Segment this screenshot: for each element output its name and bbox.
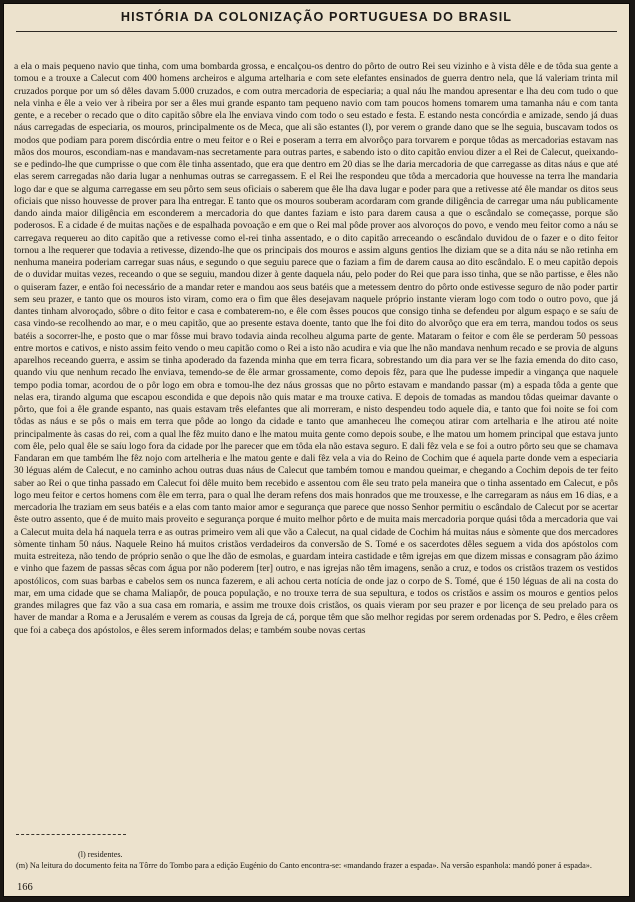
- book-page: [3, 3, 630, 897]
- header-rule: [16, 31, 617, 32]
- footnotes: [16, 850, 616, 871]
- running-title: HISTÓRIA DA COLONIZAÇÃO PORTUGUESA DO BRASIL: [120, 10, 513, 24]
- footnote-l: (l) residentes.: [78, 850, 123, 859]
- body-text: a ela o mais pequeno navio que tinha, com uma bombarda grossa, e encalçou-os dentro do pôrto de outro Rei seu vizinho e à vista dêle e de tôda sua gente a tomou e a trouxe a Calecut com 400 homens archeiros e alguma artelharia e com sete elefantes ensinados de guerra dentro nela, que lá valeriam trinta mil cruzados porque por um só dêles davam 5.000 cruzados, e com outra mercadoria de especiaria; a qual náu lhe mandou apresentar e lha deu com tudo o que nela vinha e êle a veio ver à ribeira por ser a êles mui grande espanto tam pequeno navio com tam poucos homens tomarem uma tamanha náu e com tanta gente, e a receber o recado que o dito capitão sôbre ela lhe enviava vindo com todo o seu estado e festa. E estando nesta concórdia e amizade, sendo já duas náus carregadas de especiaria, os mouros, principalmente os de Meca, que ali são estantes (l), por verem o grande dano que se lhe seguia, buscavam todos os modos que podiam para porem discórdia entre o meu feitor e o Rei e poseram a terra em alvorôço para torvarem e porque tôdas as mercadorias estavam nas mãos dos mouros, escondiam-nas e mandavam-nas secretamente para outras partes, e sabendo isto o dito capitão enviou dizer a el Rei de Calecut, queixando-se e pedindo-lhe que cumprisse o que com êle tinha assentado, que era que dentro em 20 dias se lhe daria mercadoria de que carregasse as ditas náus e que até elas serem carregadas não daria lugar a nenhumas outras se carregassem. E el Rei lhe respondeu que tôda a mercadoria que houvesse na terra lhe mandaria logo dar e que se alguma carregasse em seu pôrto sem seus oficiais o saberem que êle lha dava lugar e poder para que a retivesse até êle mandar os ditos seus oficiais que nisso houvesse de prover para lha entregar. E tanto que os mouros souberam acordaram com grande diligência de carregar uma náu publicamente dando ainda maior diligência em esconderem a mercadoria do que dantes faziam e isto para darem causa a que o escândalo se começasse, porque são poderosos. E a cidade é de muitas nações e de espalhada povoação e em que o Rei mal pôde prover aos alvoroços do povo, e vendo meu feitor como a náu se carregava requereu ao dito capitão que a retivesse como el-rei tinha assentado, e o dito capitão arreceando o escândalo duvidou de o fazer e o dito feitor tornou a lhe requerer que todavia a retivesse, dizendo-lhe que os principais dos mouros e assim alguns gentios lhe diziam que se a dita náu se não retinha em nenhuma maneira poderiam carregar suas náus, e segundo o que seguiu parece que o faziam a fim de darem causa ao dito escândalo. E o meu capitão depois de o duvidar muitas vezes, receando o que se seguiu, mandou dizer à gente daquela náu, pelo poder do Rei que para isso tinha, que se não partisse, e êles não o quiseram fazer, e então foi necessário de a mandar reter e mandou aos seus batéis que a metessem dentro do pôrto onde estivesse seguro de não poder partir sem seu prazer, e tanto que os mouros isto viram, como era o fim que êles desejavam naquele próprio instante vieram logo com todo o outro povo, que já dantes tinham alvoroçado, sôbre o dito feitor e casa e combaterem-no, e êle com êsses poucos que consigo tinha se defendeu por algum espaço e se saíu de casa vindo-se recolhendo ao mar, e o meu capitão, que ao presente estava doente, tanto que lhe foi dito do alvorôço que era em terra, mandou todos os seus batéis a socorrer-lhe, e posto que o mar fôsse mui bravo todavia ainda recolheu alguma parte de gente. Mataram o feitor e com êle se perderam 50 pessoas entre mortos e cativos, e nisto assim feito vendo o meu capitão como o Rei a isto não acudira e via que lhe não mandava nenhum recado e se provia de alguns aparelhos receando guerra, e assim se tinha apoderado da fazenda minha que em terra ficara, sobrestando um dia para ver se lhe fazia emenda do dito caso, quando viu que nenhum recado lhe enviava, temendo-se de êle armar grossamente, como depois fêz, para que lhe pudesse impedir a vingança que naquele tempo podia tomar, acordou de o pôr logo em obra e tomou-lhe dez náus grossas que no pôrto estavam e mandando passar (m) a espada tôda a gente que nelas era, tirando alguma que escapou escondida e que depois não quis matar e ma trouxe cativa. E depois de tomadas as mandou tôdas queimar davante o pôrto, que foi a êle grande espanto, nas quais estavam três elefantes que ali morreram, e nisto despendeu todo aquele dia, e tanto que foi noite se foi com tôdas as náus e se pôs o mais em terra que pôde ao longo da cidade e tanto que amanheceu lhe começou atirar com artelharia e lhe atirou até noite principalmente às casas do rei, com a qual lhe fêz muito dano e lhe matou muita gente como depois soube, e lhe matou um homem principal que estava junto com êle, pelo qual êle se saíu logo fora da cidade por lhe parecer que em tôda ela não estava seguro. E dali fêz vela e se foi a outro pôrto seu que se chamava Fandaran em que também lhe fêz nojo com artelheria e lhe matou gente e dali fêz vela a via do Reino de Cochim que é aquela parte donde vem a especiaria 30 léguas além de Calecut, e no caminho achou outras duas náus de Calecut que também tomou e mandou queimar, e chegando a Cochim depois de ter feito saber ao Rei o que tinha passado em Calecut foi dêle muito bem recebido e assentou com êle seu trato pela maneira que o tinha assentado em Calecut, e pôs logo meu feitor e certos homens com êle em terra, para o qual lhe deram refens dos mais honrados que me trouxesse, e lhe carregaram as náus em 16 dias, e a mercadoria lhe traziam em seus batéis e a elas com tanto maior amor e segurança que parece que nosso Senhor permitiu o escândalo de Calecut por se acertar êste outro assento, que é de muito mais proveito e segurança porque é muito melhor pôrto e de muita mais mercadoria porque quási tôda a mercadoria que vai a Calecut muita dela há naquela terra e as outras primeiro vem ali que vão a Calecut, na qual cidade de Cochim há muitas náus e sòmente que dos mercadores sòmente tinham 50 náus. Naquele Reino há muitos cristãos verdadeiros da conversão de S. Tomé e os sacerdotes dêles seguem a vida dos apóstolos com muita estreiteza, não tendo de próprio senão o que lhe dão de esmolas, e guardam inteira castidade e têm igrejas em que dizem missas e consagram pão ázimo e vinho que fazem de passas sêcas com água por não poderem [ter] outro, e nas igrejas não têm imagens, senão a cruz, e todos os cristãos trazem os vestidos apostólicos, com suas barbas e cabelos sem os nunca fazerem, e ali achou certa notícia de onde jaz o corpo de S. Tomé, que é 150 léguas de ali na costa do mar, em uma cidade que se chama Maliapôr, de pouca população, e no trouxe terra de sua sepultura, e todos os cristãos e assim os mouros e gentios pelos grandes milagres que faz vão a sua casa em romaria, e assim me trouxe dois cristãos, os quais vieram por seu prazer e por licença de seu prelado para os haver de mandar a Roma e a Jerusalém e verem as cousas da Igreja de cá, porque têm que são melhor regidas por serem ordenadas por S. Pedro, e êles crêem que foi a cabeça dos apóstolos, e êles serem informados delas; e também soube novas certas: [14, 61, 618, 636]
- page-number: 166: [17, 882, 33, 893]
- footnote-separator: [16, 834, 126, 835]
- footnote-m: (m) Na leitura do documento feita na Tôrre do Tombo para a edição Eugénio do Canto encontra-se: «mandando frazer a espada». Na versão espanhola: mandó poner á espada».: [16, 860, 592, 870]
